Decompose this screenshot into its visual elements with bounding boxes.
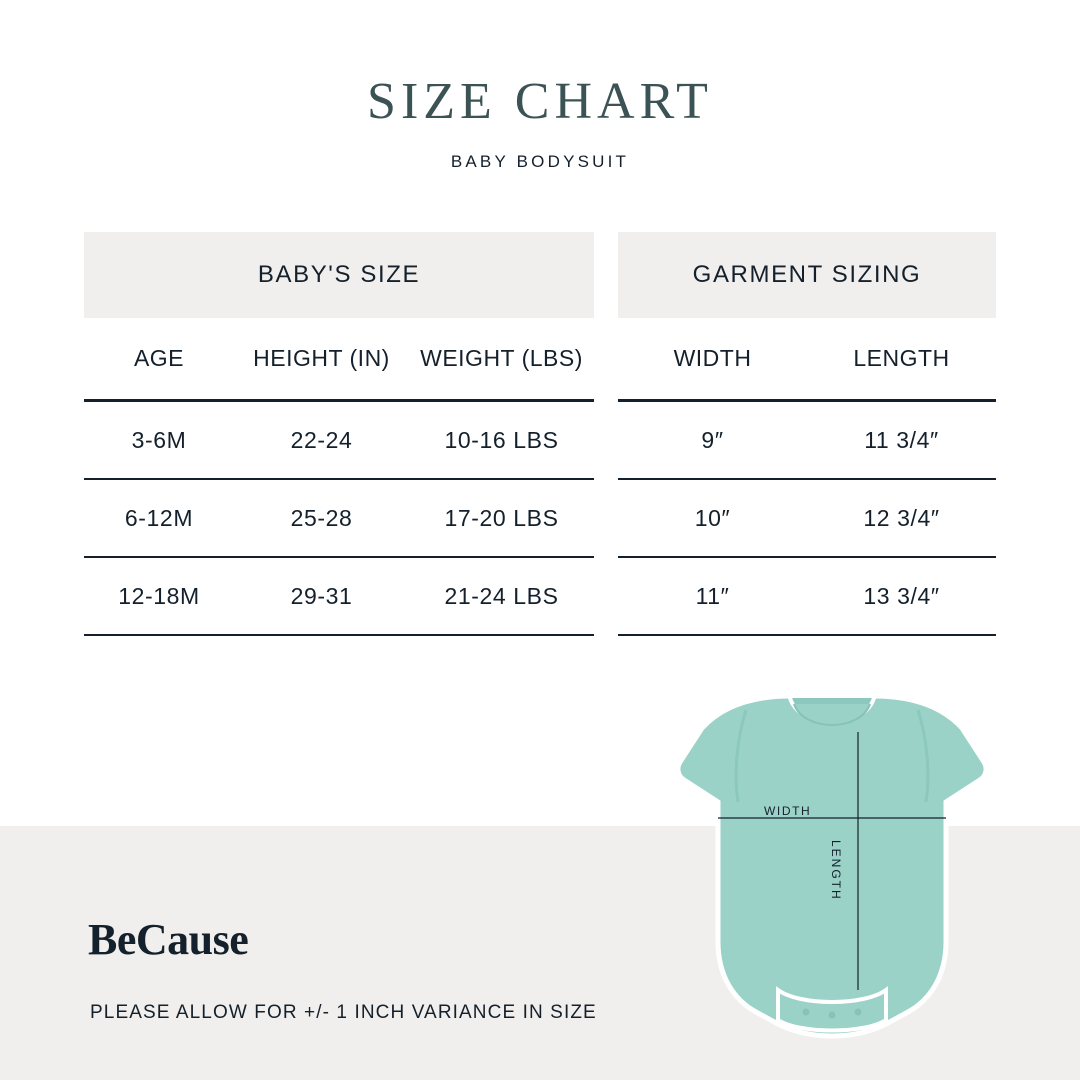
babys-size-table-heading: [84, 232, 594, 318]
cell-width: 11″: [695, 582, 730, 609]
table-row: [84, 558, 594, 636]
column-header-width: WIDTH: [673, 345, 752, 371]
length-dimension-label: LENGTH: [829, 840, 843, 901]
babys-size-column-headers: [84, 318, 594, 402]
cell-weight: 17-20 LBS: [444, 504, 559, 531]
bodysuit-illustration: [672, 690, 992, 1050]
garment-sizing-table-heading: [618, 232, 996, 318]
babys-size-table-heading-label: BABY'S SIZE: [257, 261, 421, 288]
garment-sizing-column-headers: [618, 318, 996, 402]
cell-age: 6-12M: [124, 504, 194, 531]
column-header-length: LENGTH: [853, 345, 950, 371]
cell-length: 13 3/4″: [863, 582, 940, 609]
cell-width: 10″: [694, 504, 731, 531]
page-title: SIZE CHART: [367, 73, 713, 130]
cell-length: 12 3/4″: [863, 504, 940, 531]
babys-size-table: [84, 232, 594, 636]
cell-age: 3-6M: [131, 426, 187, 453]
tables-container: [84, 232, 996, 636]
cell-width: 9″: [701, 426, 724, 453]
table-row: [618, 402, 996, 480]
table-row: [84, 402, 594, 480]
page-subtitle: BABY BODYSUIT: [450, 152, 630, 171]
cell-weight: 10-16 LBS: [444, 426, 559, 453]
garment-sizing-table: [618, 232, 996, 636]
disclaimer-text: PLEASE ALLOW FOR +/- 1 INCH VARIANCE IN SIZE: [90, 1002, 597, 1023]
cell-height: 29-31: [290, 582, 353, 609]
column-header-age: AGE: [133, 345, 185, 371]
garment-sizing-table-heading-label: GARMENT SIZING: [692, 261, 922, 288]
table-row: [618, 480, 996, 558]
cell-height: 25-28: [290, 504, 353, 531]
table-row: [84, 480, 594, 558]
column-header-height: HEIGHT (IN): [253, 345, 390, 371]
cell-age: 12-18M: [118, 582, 200, 609]
column-header-weight: WEIGHT (LBS): [420, 345, 583, 371]
brand-logo: BeCause: [88, 915, 249, 964]
cell-weight: 21-24 LBS: [444, 582, 559, 609]
cell-length: 11 3/4″: [864, 426, 939, 453]
width-dimension-label: WIDTH: [764, 804, 812, 818]
cell-height: 22-24: [290, 426, 353, 453]
table-row: [618, 558, 996, 636]
